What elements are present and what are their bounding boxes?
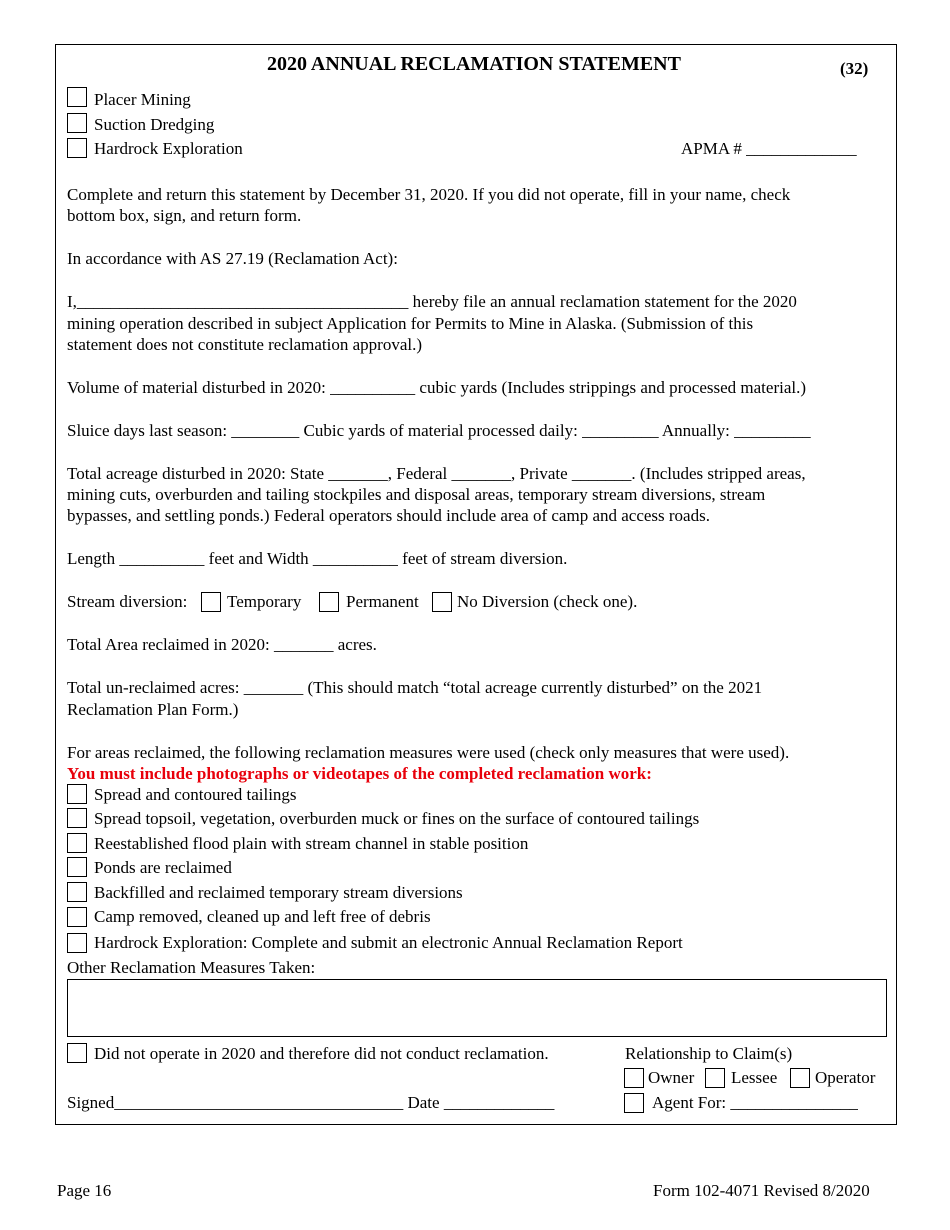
measure-checkbox[interactable] (67, 808, 87, 828)
no-diversion-label: No Diversion (check one). (457, 592, 638, 611)
unreclaimed-line-2: Reclamation Plan Form.) (67, 700, 239, 719)
other-measures-textarea[interactable] (67, 979, 887, 1037)
measure-checkbox[interactable] (67, 857, 87, 877)
operator-checkbox[interactable] (790, 1068, 810, 1088)
acreage-line-1[interactable]: Total acreage disturbed in 2020: State _______, Federal _______, Private _______. (Includes stripped areas, (67, 464, 806, 483)
lessee-label: Lessee (731, 1068, 778, 1087)
hardrock-exploration-label: Hardrock Exploration (94, 139, 243, 158)
temporary-diversion-checkbox[interactable] (201, 592, 221, 612)
accordance-text: In accordance with AS 27.19 (Reclamation Act): (67, 249, 398, 268)
measure-label: Reestablished flood plain with stream channel in stable position (94, 834, 529, 853)
measure-label: Backfilled and reclaimed temporary stream diversions (94, 883, 463, 902)
filing-line-2: mining operation described in subject Application for Permits to Mine in Alaska. (Submission of this (67, 314, 754, 333)
measure-checkbox[interactable] (67, 784, 87, 804)
placer-mining-checkbox[interactable] (67, 87, 87, 107)
acreage-line-3: bypasses, and settling ponds.) Federal operators should include area of camp and access roads. (67, 506, 710, 525)
instructions-line-2: bottom box, sign, and return form. (67, 206, 302, 225)
owner-checkbox[interactable] (624, 1068, 644, 1088)
measure-checkbox[interactable] (67, 933, 87, 953)
did-not-operate-checkbox[interactable] (67, 1043, 87, 1063)
measure-checkbox[interactable] (67, 833, 87, 853)
filing-line-3: statement does not constitute reclamation approval.) (67, 335, 422, 354)
form-title: 2020 ANNUAL RECLAMATION STATEMENT (267, 53, 681, 75)
measure-checkbox[interactable] (67, 882, 87, 902)
measure-label: Hardrock Exploration: Complete and submit an electronic Annual Reclamation Report (94, 933, 683, 952)
volume-field[interactable]: Volume of material disturbed in 2020: __________ cubic yards (Includes strippings and processed material.) (67, 378, 807, 397)
lessee-checkbox[interactable] (705, 1068, 725, 1088)
measure-label: Spread and contoured tailings (94, 785, 297, 804)
temporary-diversion-label: Temporary (227, 592, 302, 611)
acreage-line-2: mining cuts, overburden and tailing stockpiles and disposal areas, temporary stream diversions, stream (67, 485, 766, 504)
operator-label: Operator (815, 1068, 876, 1087)
page-number: Page 16 (57, 1181, 112, 1200)
suction-dredging-checkbox[interactable] (67, 113, 87, 133)
other-measures-label: Other Reclamation Measures Taken: (67, 958, 316, 977)
relationship-label: Relationship to Claim(s) (625, 1044, 793, 1063)
apma-field[interactable]: APMA # _____________ (681, 139, 857, 158)
measure-label: Ponds are reclaimed (94, 858, 232, 877)
permanent-diversion-checkbox[interactable] (319, 592, 339, 612)
photo-warning: You must include photographs or videotapes of the completed reclamation work: (67, 764, 652, 783)
form-number: (32) (840, 59, 869, 78)
area-reclaimed-field[interactable]: Total Area reclaimed in 2020: _______ acres. (67, 635, 377, 654)
permanent-diversion-label: Permanent (346, 592, 419, 611)
measures-intro: For areas reclaimed, the following reclamation measures were used (check only measures that were used). (67, 743, 790, 762)
measure-checkbox[interactable] (67, 907, 87, 927)
measure-label: Camp removed, cleaned up and left free of debris (94, 907, 431, 926)
suction-dredging-label: Suction Dredging (94, 115, 215, 134)
sluice-field[interactable]: Sluice days last season: ________ Cubic yards of material processed daily: _________ Annually: _________ (67, 421, 811, 440)
diversion-dimensions-field[interactable]: Length __________ feet and Width __________ feet of stream diversion. (67, 549, 568, 568)
form-revision: Form 102-4071 Revised 8/2020 (653, 1181, 870, 1200)
no-diversion-checkbox[interactable] (432, 592, 452, 612)
hardrock-exploration-checkbox[interactable] (67, 138, 87, 158)
stream-diversion-label: Stream diversion: (67, 592, 188, 611)
did-not-operate-label: Did not operate in 2020 and therefore did not conduct reclamation. (94, 1044, 549, 1063)
agent-checkbox[interactable] (624, 1093, 644, 1113)
agent-field[interactable]: Agent For: _______________ (652, 1093, 858, 1112)
filing-line-1[interactable]: I,_______________________________________ hereby file an annual reclamation statement for the 2020 (67, 292, 797, 311)
signature-date-field[interactable]: Signed__________________________________ Date _____________ (67, 1093, 555, 1112)
placer-mining-label: Placer Mining (94, 90, 191, 109)
instructions-line-1: Complete and return this statement by December 31, 2020. If you did not operate, fill in your name, check (67, 185, 791, 204)
unreclaimed-line-1[interactable]: Total un-reclaimed acres: _______ (This should match “total acreage currently disturbed” on the 2021 (67, 678, 763, 697)
owner-label: Owner (648, 1068, 695, 1087)
measure-label: Spread topsoil, vegetation, overburden muck or fines on the surface of contoured tailings (94, 809, 700, 828)
